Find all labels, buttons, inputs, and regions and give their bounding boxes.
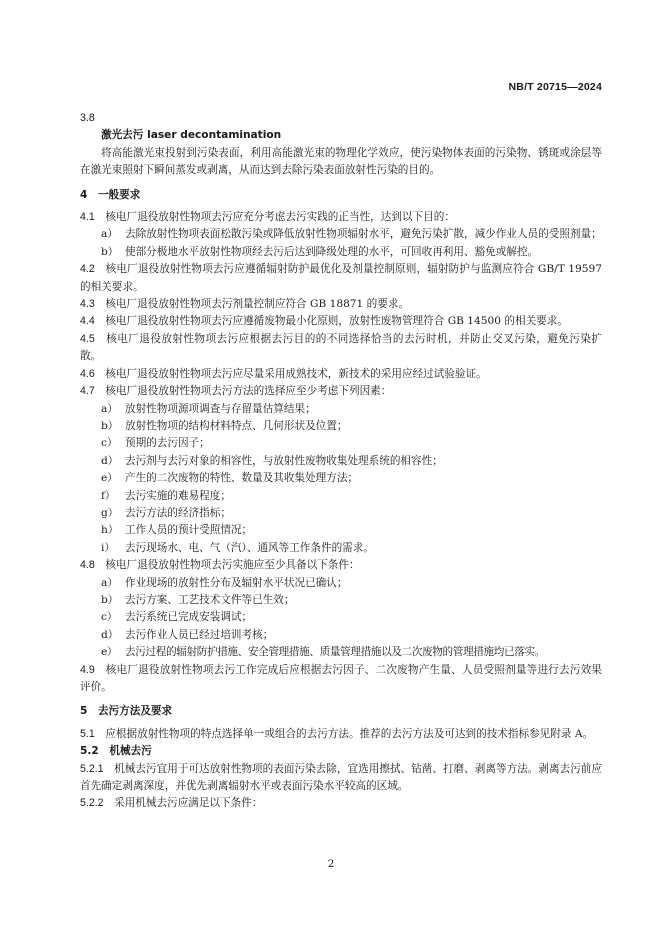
clause-number: 4.4 [80, 315, 95, 328]
clause-number: 4.3 [80, 298, 95, 311]
clause-text: 机械去污宜用于可达放射性物项的表面污染去除，宜选用擦拭、钻凿、打磨、剥离等方法。剥离去污前应首先确定剥离深度，并优先剥离辐射水平或表面污染水平较高的区域。 [80, 762, 603, 793]
list-item [80, 505, 602, 522]
clause-text: 核电厂退役放射性物项去污应尽量采用成熟技术，新技术的采用应经过试验验证。 [105, 367, 487, 380]
list-item [80, 244, 602, 261]
list-label: a） [101, 576, 118, 589]
clause-text: 核电厂退役放射性物项去污应遵循废物最小化原则，放射性废物管理符合 GB 14500 的相关要求。 [105, 315, 568, 328]
clause-4-6 [80, 366, 602, 383]
list-text: 使部分极地水平放射性物项经去污后达到降级处理的水平，可回收再利用、豁免或解控。 [125, 245, 539, 258]
list-text: 预期的去污因子； [125, 437, 210, 450]
term-number: 3.8 [80, 112, 95, 124]
list-text: 去污剂与去污对象的相容性，与放射性废物收集处理系统的相容性； [125, 454, 443, 467]
list-text: 产生的二次废物的特性、数量及其收集处理方法； [125, 472, 359, 485]
list-label: d） [101, 628, 119, 641]
clause-4-9 [80, 662, 602, 697]
list-label: c） [101, 611, 118, 624]
list-item [80, 609, 602, 626]
list-text: 去污作业人员已经过培训考核； [125, 628, 274, 641]
clause-4-7 [80, 383, 602, 400]
list-label: i） [101, 541, 115, 554]
clause-number: 4.1 [80, 211, 95, 224]
list-item [80, 470, 602, 487]
clause-text: 核电厂退役放射性物项去污工作完成后应根据去污因子、二次废物产生量、人员受照剂量等进行去污效果评价。 [80, 663, 603, 693]
clause-number: 5.2.2 [80, 797, 104, 810]
list-item [80, 644, 602, 661]
list-text: 作业现场的放射性分布及辐射水平状况已确认； [125, 576, 348, 589]
clause-number: 4.8 [80, 559, 95, 572]
list-text: 放射性物项的结构材料特点、几何形状及位置； [125, 419, 348, 432]
clause-4-5 [80, 331, 602, 366]
list-item [80, 575, 602, 592]
list-text: 去污过程的辐射防护措施、安全管理措施、质量管理措施以及二次废物的管理措施均已落实。 [125, 646, 545, 659]
list-item [80, 522, 602, 539]
list-item [80, 488, 602, 505]
list-label: e） [101, 472, 118, 485]
list-item [80, 226, 602, 243]
list-text: 去污方案、工艺技术文件等已生效； [125, 593, 295, 606]
list-label: b） [101, 245, 119, 258]
clause-5-2 [80, 743, 602, 760]
list-text: 放射性物项源项调查与存留量估算结果； [125, 402, 316, 415]
clause-4-1 [80, 209, 602, 226]
list-item [80, 401, 602, 418]
clause-text: 核电厂退役放射性物项去污应遵循辐射防护最优化及剂量控制原则，辐射防护与监测应符合 GB/T 19597 的相关要求。 [80, 263, 602, 293]
clause-text: 核电厂退役放射性物项去污方法的选择应至少考虑下列因素： [105, 385, 392, 398]
list-label: g） [101, 506, 119, 519]
clause-text: 核电厂退役放射性物项去污应根据去污目的的不同选择恰当的去污时机，并防止交叉污染，避免污染扩散。 [80, 332, 603, 363]
clause-number: 4.6 [80, 367, 95, 380]
list-item [80, 453, 602, 470]
clause-text: 核电厂退役放射性物项去污实施应至少具备以下条件： [105, 559, 360, 572]
page-number: 2 [327, 858, 335, 870]
list-label: a） [101, 228, 118, 241]
clause-text: 应根据放射性物项的特点选择单一或组合的去污方法。推荐的去污方法及可达到的技术指标参见附录 A。 [105, 727, 594, 740]
list-label: a） [101, 402, 118, 415]
clause-5-1 [80, 726, 602, 743]
clause-number: 5.1 [80, 727, 95, 740]
section-4-heading: 4 一般要求 [80, 188, 141, 201]
term-title: 激光去污 laser decontamination [101, 129, 282, 142]
list-label: b） [101, 593, 119, 606]
list-label: e） [101, 646, 118, 659]
list-text: 工作人员的预计受照情况； [125, 524, 253, 537]
clause-text: 采用机械去污应满足以下条件： [114, 797, 263, 810]
standard-number: NB/T 20715—2024 [508, 81, 602, 93]
document-body [80, 110, 602, 813]
list-label: f） [101, 489, 116, 502]
list-label: d） [101, 454, 119, 467]
clause-number: 5.2.1 [80, 762, 104, 775]
clause-number: 4.9 [80, 663, 95, 676]
list-text: 去除放射性物项表面松散污染或降低放射性物项辐射水平，避免污染扩散，减少作业人员的受照剂量； [125, 228, 602, 241]
clause-4-8 [80, 557, 602, 574]
list-item [80, 435, 602, 452]
list-item [80, 540, 602, 557]
clause-4-3 [80, 296, 602, 313]
clause-5-2-1 [80, 761, 602, 796]
clause-number: 4.5 [80, 332, 95, 345]
clause-5-2-2 [80, 795, 602, 812]
list-label: c） [101, 437, 118, 450]
list-label: b） [101, 419, 119, 432]
list-text: 去污系统已完成安装调试； [125, 611, 253, 624]
list-text: 去污方法的经济指标； [125, 506, 231, 519]
clause-number: 4.2 [80, 263, 95, 276]
section-5-heading: 5 去污方法及要求 [80, 705, 173, 718]
list-item [80, 627, 602, 644]
list-label: h） [101, 524, 119, 537]
list-item [80, 418, 602, 435]
clause-title: 机械去污 [109, 745, 152, 758]
clause-4-4 [80, 313, 602, 330]
clause-text: 核电厂退役放射性物项去污剂量控制应符合 GB 18871 的要求。 [105, 298, 410, 311]
clause-number: 4.7 [80, 385, 95, 398]
term-definition: 将高能激光束投射到污染表面，利用高能激光束的物理化学效应，使污染物体表面的污染物、锈斑或涂层等在激光束照射下瞬间蒸发或剥离，从而达到去除污染表面放射性污染的目的。 [80, 146, 602, 177]
clause-text: 核电厂退役放射性物项去污应充分考虑去污实践的正当性，达到以下目的： [105, 211, 455, 224]
list-text: 去污现场水、电、气（汽）、通风等工作条件的需求。 [125, 541, 374, 554]
clause-number: 5.2 [80, 745, 99, 758]
list-text: 去污实施的难易程度； [125, 489, 231, 502]
clause-4-2 [80, 261, 602, 296]
list-item [80, 592, 602, 609]
